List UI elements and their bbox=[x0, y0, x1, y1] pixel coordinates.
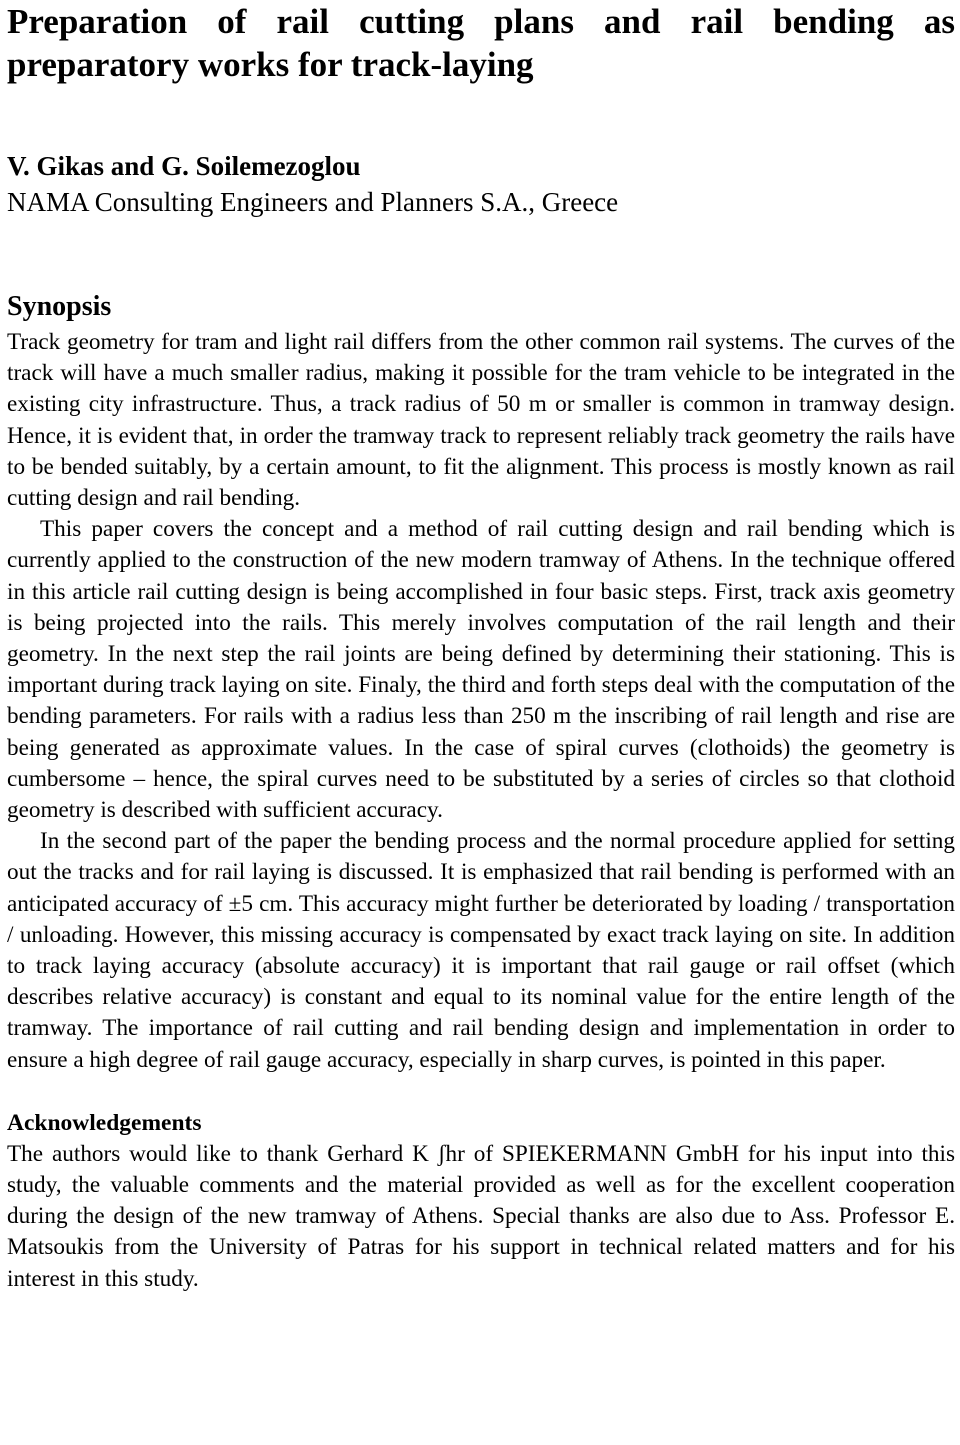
author-affiliation: NAMA Consulting Engineers and Planners S.A., Greece bbox=[7, 187, 619, 217]
paper-title: Preparation of rail cutting plans and rail bending as preparatory works for track-laying bbox=[7, 2, 955, 84]
synopsis-section bbox=[7, 291, 955, 1076]
acknowledgements-text: The authors would like to thank Gerhard K ʃhr of SPIEKERMANN GmbH for his input into this study, the valuable comments and the material provided as well as for the excellent cooperation during the design of the new tramway of Athens. Special thanks are also due to Ass. Professor E. Matsoukis from the University of Patras for his support in technical related matters and for his interest in this study. bbox=[7, 1140, 955, 1292]
synopsis-paragraph-1: Track geometry for tram and light rail differs from the other common rail systems. The curves of the track will have a much smaller radius, making it possible for the tram vehicle to be integrated in the existing city infrastructure. Thus, a track radius of 50 m or smaller is common in tramway design. Hence, it is evident that, in order the tramway track to represent reliably track geometry the rails have to be bended suitably, by a certain amount, to fit the alignment. This process is mostly known as rail cutting design and rail bending. bbox=[7, 329, 955, 512]
synopsis-heading: Synopsis bbox=[7, 291, 112, 322]
synopsis-paragraph-2: This paper covers the concept and a method of rail cutting design and rail bending which is currently applied to the construction of the new modern tramway of Athens. In the technique offered in this article rail cutting design is being accomplished in four basic steps. First, track axis geometry is being projected into the rails. This merely involves computation of the rail length and their geometry. In the next step the rail joints are being defined by determining their stationing. This is important during track laying on site. Finaly, the third and forth steps deal with the computation of the bending parameters. For rails with a radius less than 250 m the inscribing of rail length and rise are being generated as approximate values. In the case of spiral curves (clothoids) the geometry is cumbersome – hence, the spiral curves need to be substituted by a series of circles so that clothoid geometry is described with sufficient accuracy. bbox=[7, 516, 955, 824]
synopsis-paragraph-3: In the second part of the paper the bending process and the normal procedure applied for setting out the tracks and for rail laying is discussed. It is emphasized that rail bending is performed with an anticipated accuracy of ±5 cm. This accuracy might further be deteriorated by loading / transportation / unloading. However, this missing accuracy is compensated by exact track laying on site. In addition to track laying accuracy (absolute accuracy) it is important that rail gauge or rail offset (which describes relative accuracy) is constant and equal to its nominal value for the entire length of the tramway. The importance of rail cutting and rail bending design and implementation in order to ensure a high degree of rail gauge accuracy, especially in sharp curves, is pointed in this paper. bbox=[7, 828, 955, 1073]
paper-page bbox=[7, 0, 955, 1295]
acknowledgements-section bbox=[7, 1108, 955, 1295]
author-names: V. Gikas and G. Soilemezoglou bbox=[7, 151, 361, 181]
acknowledgements-heading: Acknowledgements bbox=[7, 1109, 202, 1136]
